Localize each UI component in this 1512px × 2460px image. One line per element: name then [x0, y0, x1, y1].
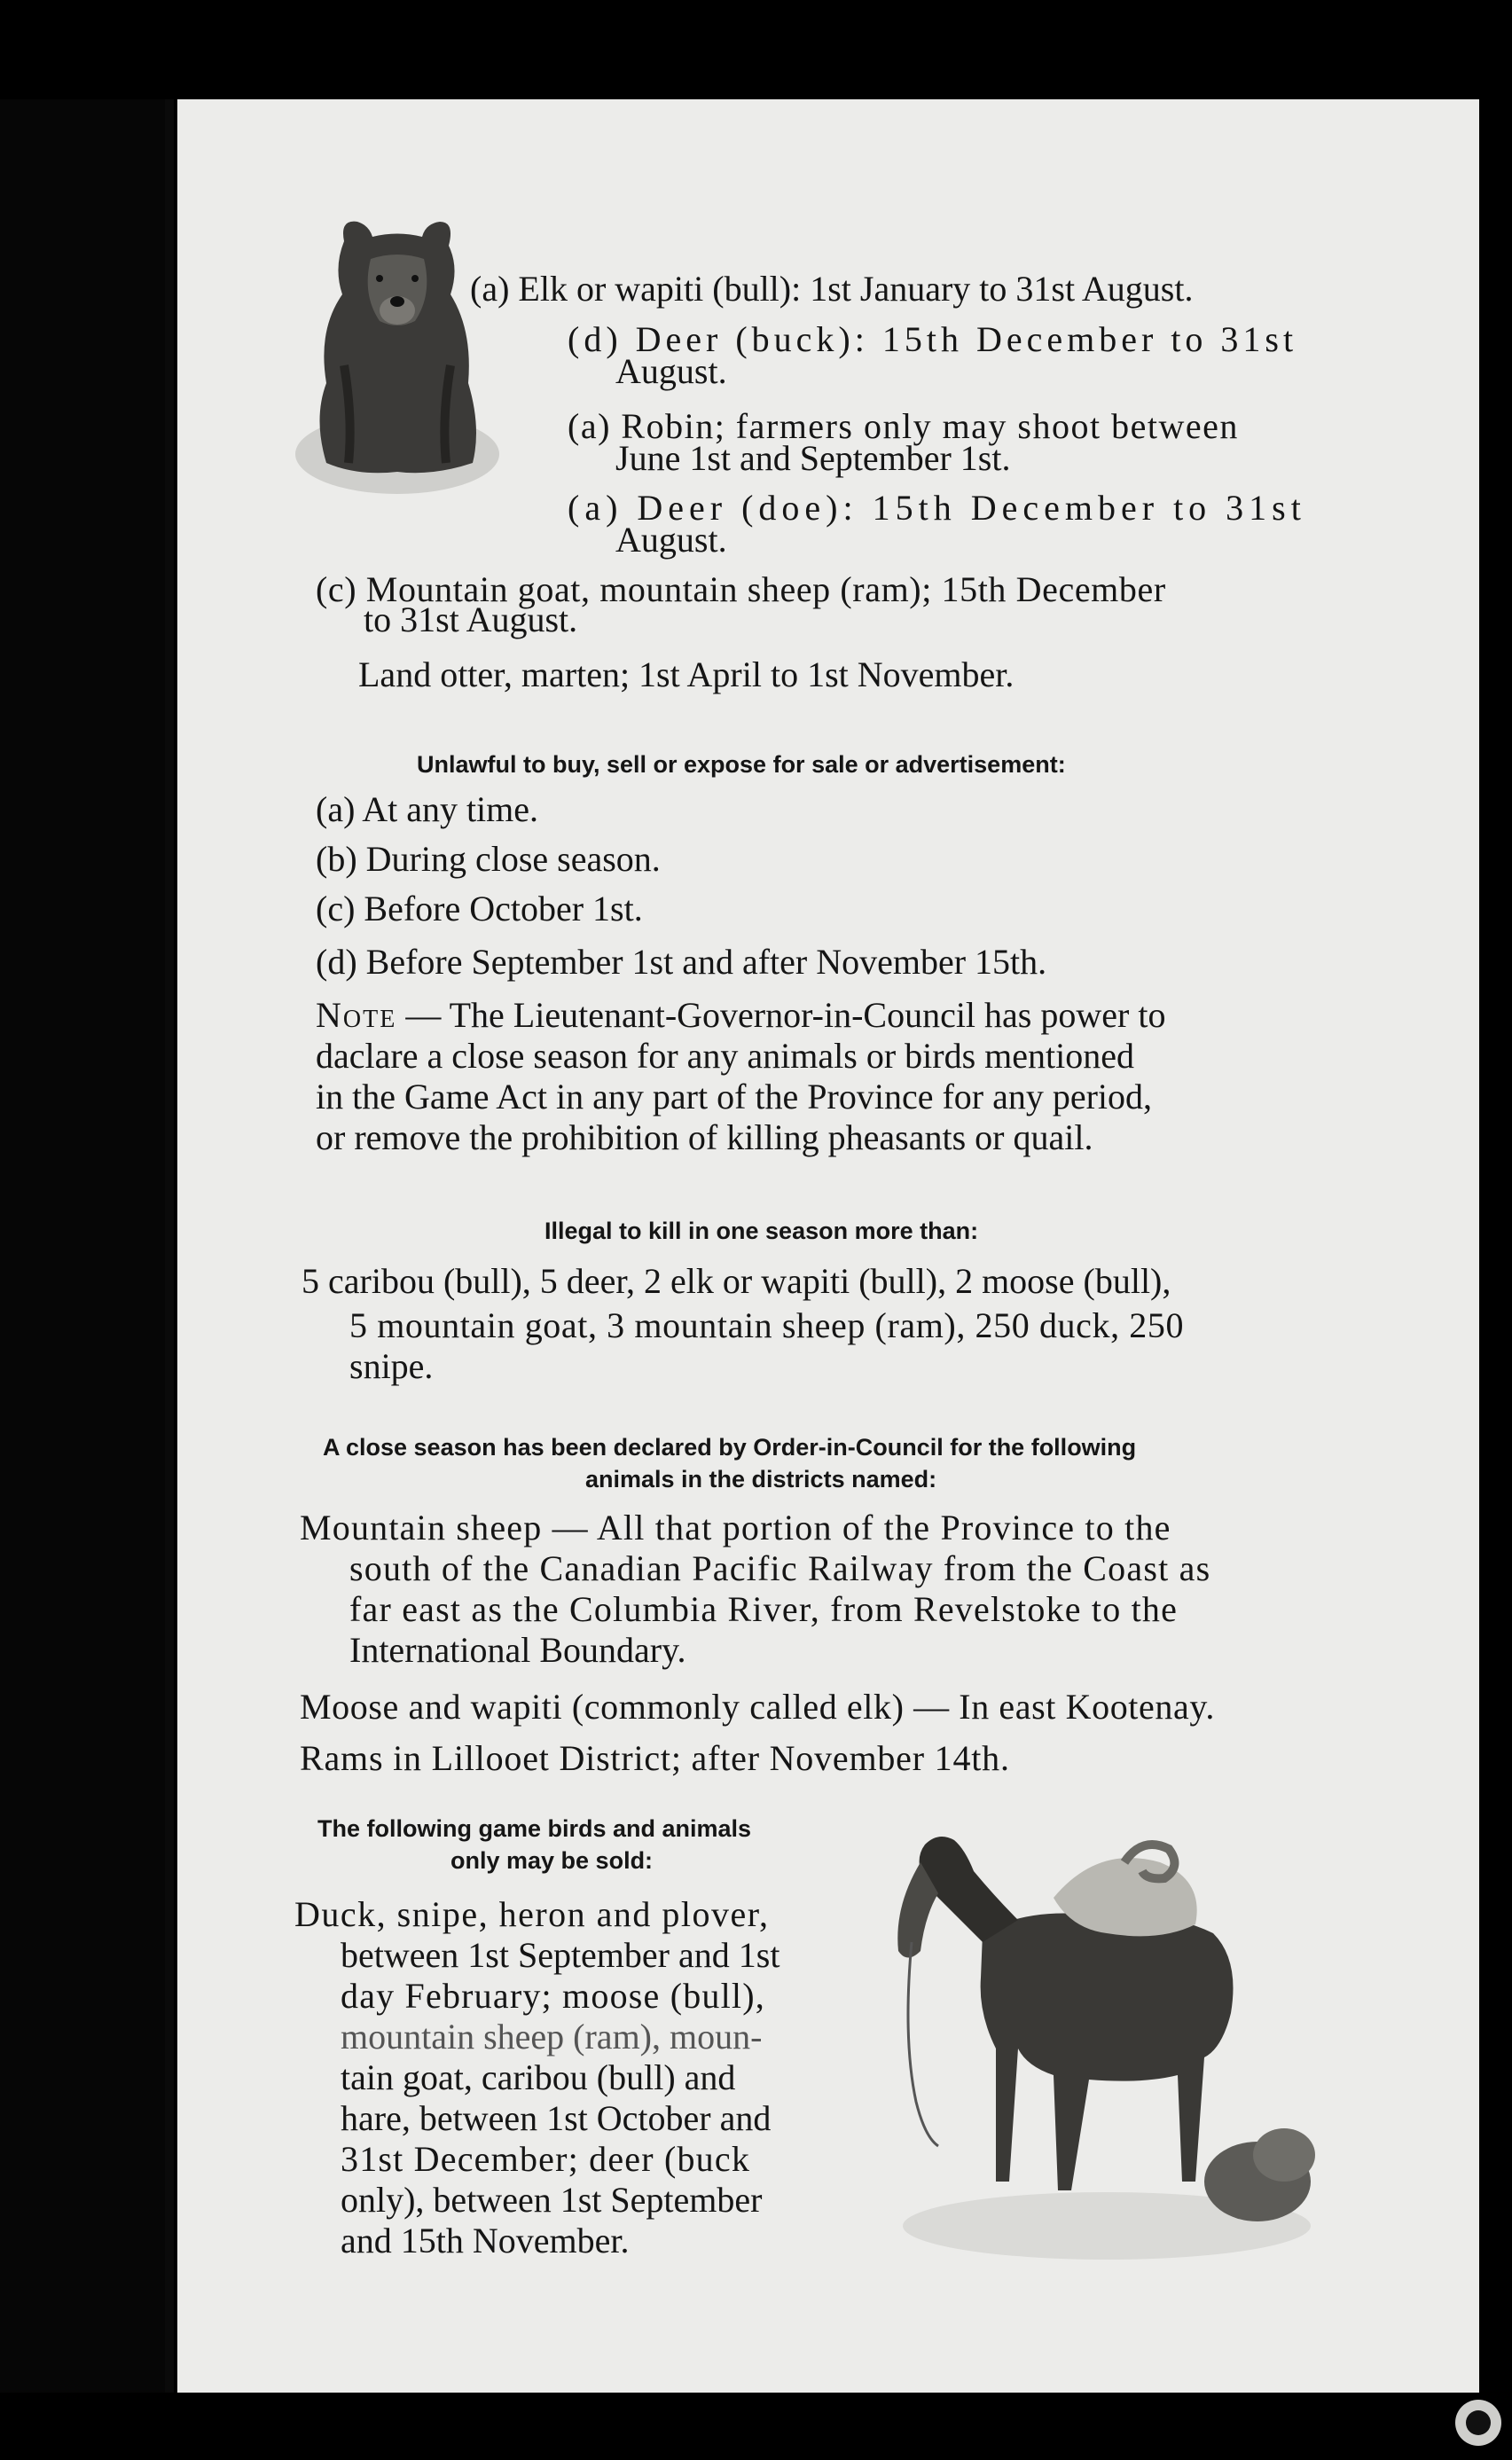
period-line-2: (d) Deer (buck): 15th December to 31st	[568, 319, 1298, 359]
pack-horse-with-ram-illustration	[876, 1809, 1320, 2261]
period-line-9: to 31st August.	[364, 599, 578, 639]
illegal-line-3: snipe.	[349, 1346, 434, 1386]
sold-line-4: mountain sheep (ram), moun-	[341, 2017, 763, 2057]
period-line-4: (a) Robin; farmers only may shoot between	[568, 406, 1239, 446]
sold-line-9: and 15th November.	[341, 2221, 630, 2260]
close-season-para1-line-2: south of the Canadian Pacific Railway from the Coast as	[349, 1548, 1211, 1588]
sold-line-6: hare, between 1st October and	[341, 2098, 772, 2138]
period-line-8: (c) Mountain goat, mountain sheep (ram); 15th December	[316, 569, 1166, 609]
period-line-10: Land otter, marten; 1st April to 1st November.	[358, 654, 1015, 694]
illegal-heading: Illegal to kill in one season more than:	[544, 1218, 979, 1244]
sold-line-7: 31st December; deer (buck	[341, 2139, 751, 2179]
note-label: Note	[316, 995, 397, 1035]
period-line-1	[470, 269, 1312, 309]
period-line-6: (a) Deer (doe): 15th December to 31st	[568, 488, 1306, 528]
unlawful-heading: Unlawful to buy, sell or expose for sale or advertisement:	[417, 751, 1066, 778]
close-season-heading-1: A close season has been declared by Order-in-Council for the following	[323, 1434, 1137, 1461]
unlawful-item-b: (b) During close season.	[316, 839, 661, 879]
bear-illustration	[291, 206, 504, 498]
close-season-para1-line-4: International Boundary.	[349, 1630, 686, 1670]
adjacent-page-edge	[0, 99, 165, 2393]
unlawful-item-c: (c) Before October 1st.	[316, 889, 643, 928]
sold-line-3: day February; moose (bull),	[341, 1976, 765, 2016]
scan-corner-mark	[1452, 2396, 1505, 2449]
note-line-4: or remove the prohibition of killing pheasants or quail.	[316, 1117, 1093, 1157]
period-line-3: August.	[615, 351, 727, 391]
illegal-line-2: 5 mountain goat, 3 mountain sheep (ram), 250 duck, 250	[349, 1305, 1185, 1345]
period-text: (a) Elk or wapiti (bull): 1st January to 31st August.	[470, 269, 1194, 309]
sold-line-1: Duck, snipe, heron and plover,	[294, 1894, 770, 1934]
close-season-para2: Moose and wapiti (commonly called elk) — In east Kootenay.	[300, 1687, 1215, 1727]
note-line-2: daclare a close season for any animals or birds mentioned	[316, 1036, 1135, 1076]
close-season-para3: Rams in Lillooet District; after November 14th.	[300, 1738, 1010, 1778]
close-season-heading-2: animals in the districts named:	[585, 1466, 937, 1492]
page-fold	[165, 99, 174, 2393]
sold-line-8: only), between 1st September	[341, 2180, 763, 2220]
sold-line-2: between 1st September and 1st	[341, 1935, 780, 1975]
note-text: — The Lieutenant-Governor-in-Council has power to	[405, 995, 1166, 1035]
illegal-line-1: 5 caribou (bull), 5 deer, 2 elk or wapiti (bull), 2 moose (bull),	[302, 1261, 1171, 1301]
sold-line-5: tain goat, caribou (bull) and	[341, 2057, 736, 2097]
note-line-3: in the Game Act in any part of the Province for any period,	[316, 1077, 1153, 1116]
period-line-5: June 1st and September 1st.	[615, 438, 1011, 478]
close-season-para1-line-1: Mountain sheep — All that portion of the Province to the	[300, 1508, 1171, 1547]
unlawful-item-d: (d) Before September 1st and after November 15th.	[316, 942, 1047, 982]
note-line-1	[316, 995, 1165, 1036]
period-line-7: August.	[615, 520, 727, 560]
sold-heading-2: only may be sold:	[450, 1847, 654, 1874]
unlawful-item-a: (a) At any time.	[316, 789, 539, 829]
sold-heading-1: The following game birds and animals	[317, 1815, 752, 1842]
close-season-para1-line-3: far east as the Columbia River, from Revelstoke to the	[349, 1589, 1179, 1629]
